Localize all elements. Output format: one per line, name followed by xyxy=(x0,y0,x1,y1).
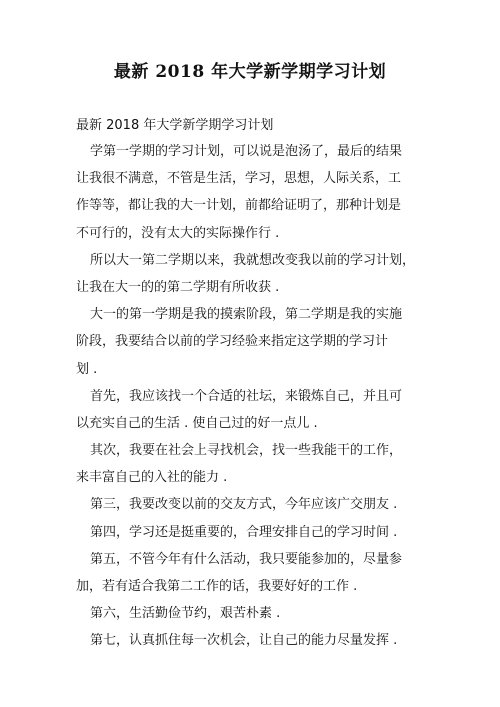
text-line: 首先，我应该找一个合适的社坛，来锻炼自己，并且可 xyxy=(90,388,403,404)
paragraph-3 xyxy=(76,301,426,383)
paragraph-2 xyxy=(76,247,426,301)
text-line: 以充实自己的生活 . 使自己过的好一点儿 . xyxy=(76,415,318,431)
paragraph-6 xyxy=(76,491,426,518)
document-body xyxy=(76,138,426,655)
text-line: 来丰富自己的入社的能力 . xyxy=(76,470,228,486)
text-line: 阶段，我要结合以前的学习经验来指定这学期的学习计 xyxy=(76,334,389,350)
document-title: 最新 2018 年大学新学期学习计划 xyxy=(113,62,387,82)
text-line: 让我在大一的的第二学期有所收获 . xyxy=(76,279,280,295)
paragraph-5 xyxy=(76,437,426,491)
paragraph-1 xyxy=(76,138,426,247)
paragraph-8 xyxy=(76,546,426,600)
text-line: 不可行的，没有太大的实际操作行 . xyxy=(76,225,280,241)
text-line: 作等等，都让我的大一计划，前都给证明了，那种计划是 xyxy=(76,198,402,214)
text-line: 第五，不管今年有什么活动，我只要能参加的，尽量参 xyxy=(90,551,403,567)
text-line: 第四，学习还是挺重要的，合理安排自己的学习时间 . xyxy=(90,524,398,540)
paragraph-4 xyxy=(76,383,426,437)
text-line: 其次，我要在社会上寻找机会，找一些我能干的工作， xyxy=(90,443,403,459)
paragraph-9 xyxy=(76,600,426,627)
text-line: 第六，生活勤俭节约，艰苦朴素 . xyxy=(90,606,281,622)
text-line: 加，若有适合我第二工作的话，我要好好的工作 . xyxy=(76,579,358,594)
text-line: 大一的第一学期是我的摸索阶段，第二学期是我的实施 xyxy=(90,307,403,323)
text-line: 第七，认真抓住每一次机会，让自己的能力尽量发挥 . xyxy=(90,633,398,649)
document-subtitle: 最新 2018 年大学新学期学习计划 xyxy=(76,118,274,133)
text-line: 所以大一第二学期以来，我就想改变我以前的学习计划， xyxy=(90,252,416,268)
text-line: 学第一学期的学习计划，可以说是泡汤了，最后的结果 xyxy=(90,144,403,159)
paragraph-10 xyxy=(76,627,426,654)
paragraph-7 xyxy=(76,519,426,546)
text-line: 划 . xyxy=(76,361,98,377)
text-line: 让我很不满意，不管是生活，学习，思想，人际关系，工 xyxy=(76,171,402,187)
text-line: 第三，我要改变以前的交友方式，今年应该广交朋友 . xyxy=(90,497,398,513)
